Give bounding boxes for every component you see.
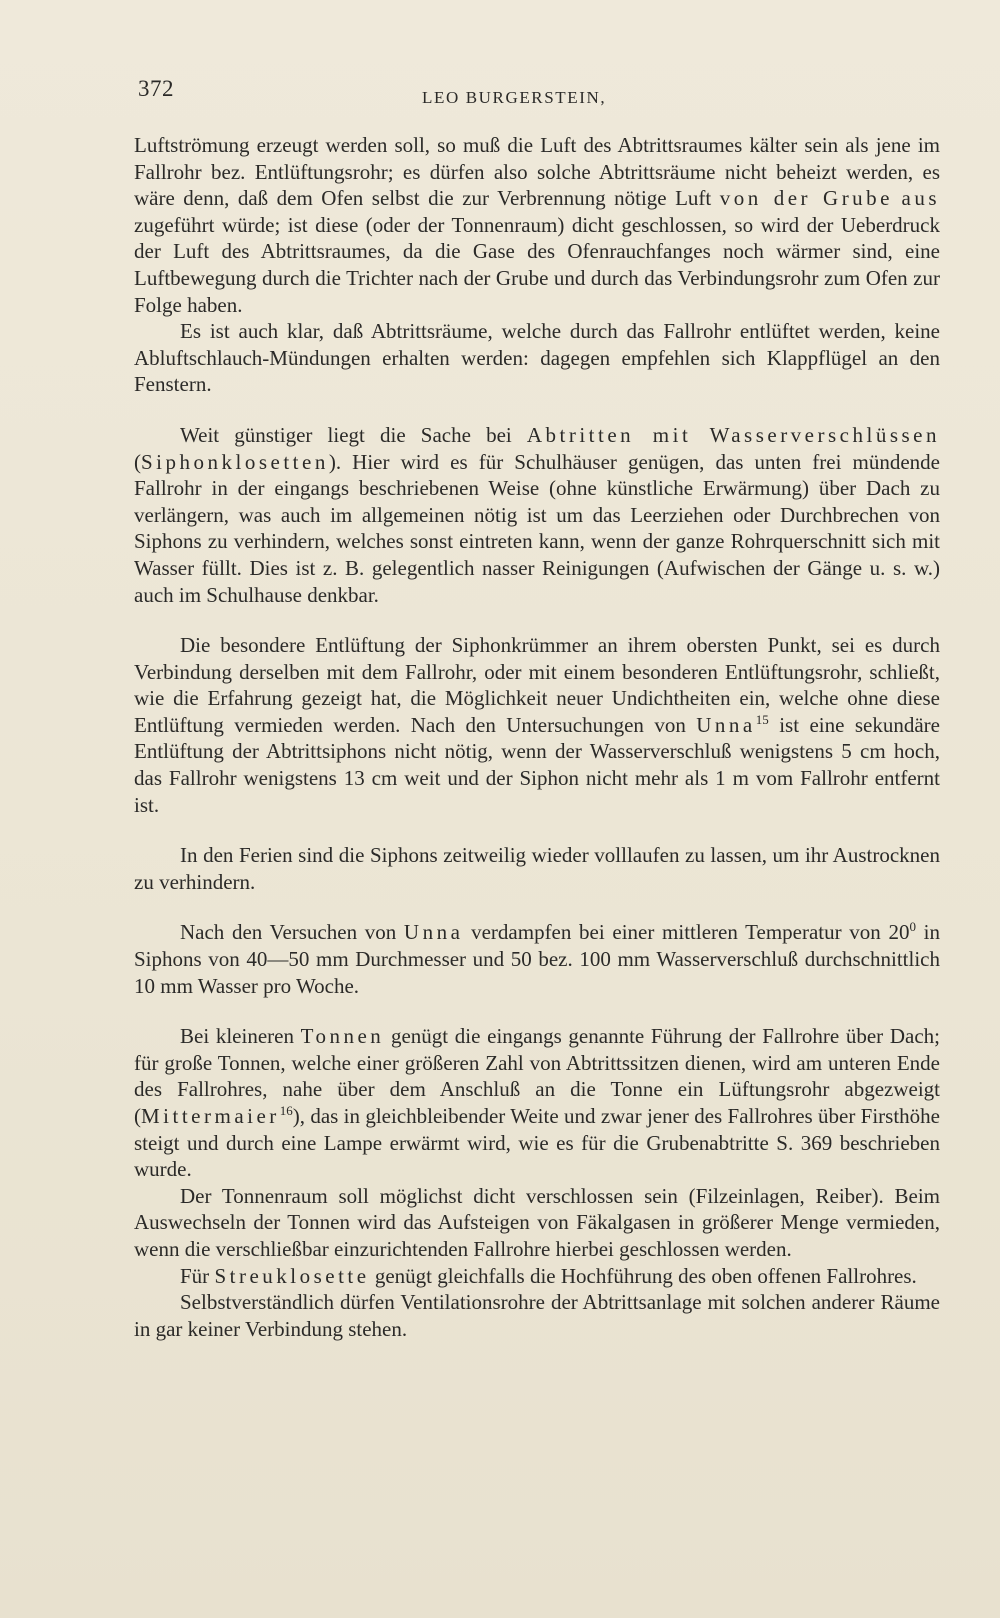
page-number: 372 xyxy=(138,76,174,101)
page-header xyxy=(132,74,952,114)
paragraph-6: Nach den Versuchen von Unna verdampfen bei einer mittleren Temperatur von $20^0$ in Siphons von 40—50 mm Durchmesser und 50 bez. 100 mm Wasserverschluß durchschnittlich 10 mm Wasser pro Woche. xyxy=(134,919,940,998)
paragraph-4: Die besondere Entlüftung der Siphonkrümmer an ihrem obersten Punkt, sei es durch Verbindung derselben mit dem Fallrohr, oder mit einem besonderen Entlüftungsrohr, schließt, wie die Erfahrung gezeigt hat, die Möglichkeit neuer Undichtheiten ein, welche ohne diese Entlüftung vermieden werden. Nach den Untersuchungen von Unna$^{15}$ ist eine sekundäre Entlüftung der Abtrittsiphons nicht nötig, wenn der Wasserverschluß wenigstens 5 cm hoch, das Fallrohr wenigstens 13 cm weit und der Siphon nicht mehr als 1 m vom Fallrohr entfernt ist. xyxy=(134,633,940,817)
paragraph-5: In den Ferien sind die Siphons zeitweilig wieder volllaufen zu lassen, um ihr Austrocknen zu verhindern. xyxy=(134,843,940,894)
body-text xyxy=(134,132,940,1342)
degree-sign: 0 xyxy=(909,919,916,935)
paragraph-8: Der Tonnenraum soll möglichst dicht verschlossen sein (Filzeinlagen, Reiber). Beim Auswechseln der Tonnen wird das Aufsteigen von Fäkalgasen in größerer Menge vermieden, wenn die verschließbar einzurichtenden Fallrohre hierbei geschlossen werden. xyxy=(134,1183,940,1261)
paragraph-3: Weit günstiger liegt die Sache bei Abtritten mit Wasserverschlüssen (Siphonklosetten). Hier wird es für Schulhäuser genügen, das unten frei mündende Fallrohr in der eingangs beschriebenen Weise (ohne künstliche Erwärmung) über Dach zu verlängern, was auch im allgemeinen nötig ist um das Leerziehen oder Durchbrechen von Siphons zu verhindern, welches sonst eintreten kann, wenn der ganze Rohrquerschnitt sich mit Wasser füllt. Dies ist z. B. gelegentlich nasser Reinigungen (Aufwischen der Gänge u. s. w.) auch im Schulhause denkbar. xyxy=(134,422,940,607)
footnote-ref-15: 15 xyxy=(755,711,769,727)
paragraph-2: Es ist auch klar, daß Abtrittsräume, welche durch das Fallrohr entlüftet werden, keine Abluftschlauch-Mündungen erhalten werden: dagegen empfehlen sich Klappflügel an den Fenstern. xyxy=(134,319,940,397)
paragraph-10: Selbstverständlich dürfen Ventilationsrohre der Abtrittsanlage mit solchen anderer Räume in gar keiner Verbindung stehen. xyxy=(134,1290,940,1341)
paragraph-1: Luftströmung erzeugt werden soll, so muß die Luft des Abtrittsraumes kälter sein als jene im Fallrohr bez. Entlüftungsrohr; es dürfen also solche Abtrittsräume nicht beheizt werden, es wäre denn, daß dem Ofen selbst die zur Verbrennung nötige Luft von der Grube aus zugeführt würde; ist diese (oder der Tonnenraum) dicht geschlossen, so wird der Ueberdruck der Luft des Abtrittsraumes, da die Gase des Ofenrauchfanges noch wärmer sind, eine Luftbewegung durch die Trichter nach der Grube und durch das Verbindungsrohr zum Ofen zur Folge haben. xyxy=(134,133,941,317)
running-head: LEO BURGERSTEIN, xyxy=(422,88,607,107)
paragraph-7: Bei kleineren Tonnen genügt die eingangs genannte Führung der Fallrohre über Dach; für große Tonnen, welche einer größeren Zahl von Abtrittssitzen dienen, wird am unteren Ende des Fallrohres, nahe über dem Anschluß an die Tonne ein Lüftungsrohr abgezweigt (Mittermaier$^{16}$), das in gleichbleibender Weite und zwar jener des Fallrohres über Firsthöhe steigt und durch eine Lampe erwärmt wird, wie es für die Grubenabtritte S. 369 beschrieben wurde. xyxy=(134,1024,940,1182)
paragraph-9: Für Streuklosette genügt gleichfalls die Hochführung des oben offenen Fallrohres. xyxy=(180,1263,917,1288)
footnote-ref-16: 16 xyxy=(279,1103,293,1118)
